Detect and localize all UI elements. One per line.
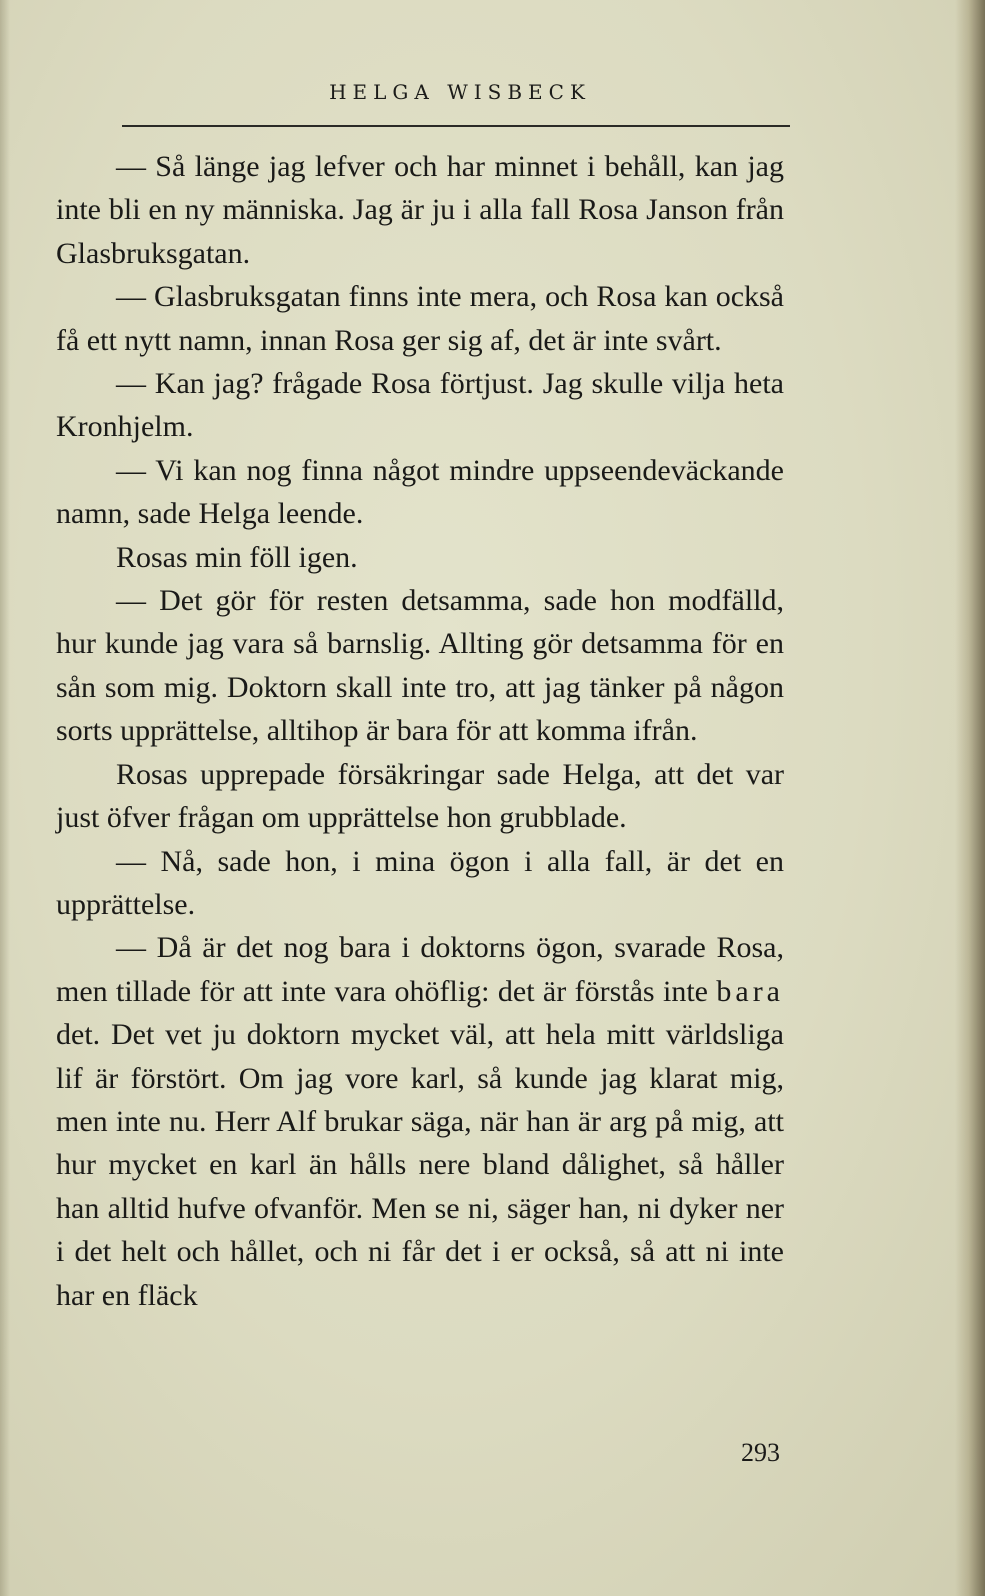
emphasized-word: bara [716, 974, 784, 1008]
paragraph-last [56, 926, 784, 1317]
paragraph: Rosas min föll igen. [116, 540, 358, 574]
running-header: HELGA WISBECK [329, 80, 591, 104]
book-gutter-shadow [955, 0, 985, 1596]
paragraph-text: det. Det vet ju doktorn mycket väl, att hela mitt världsliga lif är förstört. Om jag vore karl, så kunde jag klarat mig, men inte nu. Herr Alf brukar säga, när han är arg på mig, att hur mycket en karl än hålls nere bland dålighet, så håller han alltid hufve ofvanför. Men se ni, säger han, ni dyker ner i det helt och hållet, och ni får det i er också, så att ni inte har en fläck [56, 1018, 784, 1312]
paragraph: — Det gör för resten detsamma, sade hon modfälld, hur kunde jag vara så barnslig. Allting gör detsamma för en sån som mig. Doktorn skall inte tro, att jag tänker på någon sorts upprättelse, alltihop är bara för att komma ifrån. [56, 584, 784, 748]
paragraph: — Kan jag? frågade Rosa förtjust. Jag skulle vilja heta Kronhjelm. [56, 367, 784, 444]
page-number: 293 [741, 1438, 780, 1467]
paragraph: — Nå, sade hon, i mina ögon i alla fall, är det en upprättelse. [56, 844, 784, 921]
page-left-edge-shadow [0, 0, 10, 1596]
paragraph: — Så länge jag lefver och har minnet i behåll, kan jag inte bli en ny människa. Jag är ju i alla fall Rosa Janson från Glasbruksgatan. [56, 150, 784, 270]
header-rule [122, 125, 790, 127]
paragraph: — Glasbruksgatan finns inte mera, och Rosa kan också få ett nytt namn, innan Rosa ger sig af, det är inte svårt. [56, 280, 784, 357]
paragraph: Rosas upprepade försäkringar sade Helga, att det var just öfver frågan om upprättelse hon grubblade. [56, 757, 784, 835]
paragraph: — Vi kan nog finna något mindre uppseendeväckande namn, sade Helga leende. [56, 453, 784, 531]
paragraph-text: — Då är det nog bara i doktorns ögon, svarade Rosa, men tillade för att inte vara ohöflig: det är förstås inte [56, 931, 784, 1008]
page-body [56, 145, 784, 1317]
